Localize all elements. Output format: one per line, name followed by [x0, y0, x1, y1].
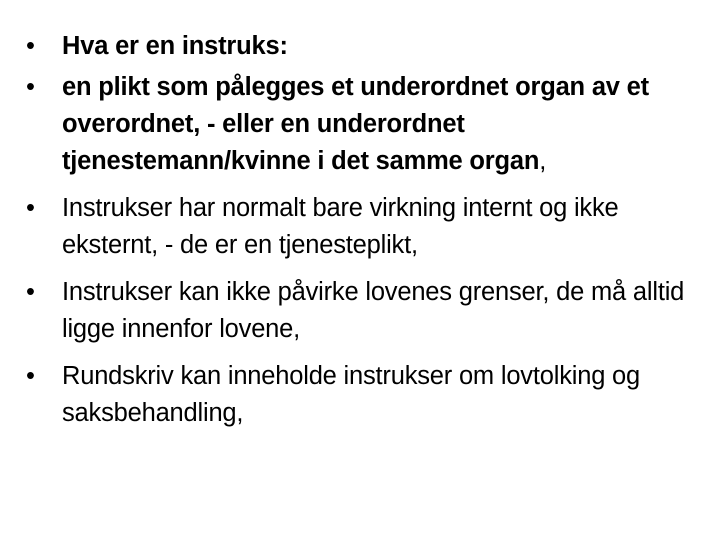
bullet-item-circulars — [26, 358, 696, 432]
bullet-item-internal-effect — [26, 190, 696, 264]
bullet-item-question — [26, 28, 696, 65]
bullet-dot-icon: • — [26, 362, 35, 390]
bullet-text: Instrukser kan ikke påvirke lovenes grenser, de må alltid ligge innenfor lovene, — [62, 278, 685, 343]
bullet-dot-icon: • — [26, 194, 35, 222]
bullet-text-bold: en plikt som pålegges et underordnet organ av et overordnet, - eller en underordnet tjenestemann/kvinne i det samme organ — [62, 73, 649, 175]
bullet-dot-icon: • — [26, 73, 35, 101]
bullet-text: Hva er en instruks: — [62, 32, 288, 60]
bullet-item-definition — [26, 69, 696, 180]
bullet-text-tail: , — [539, 147, 547, 175]
bullet-dot-icon: • — [26, 32, 35, 60]
bullet-text: Instrukser har normalt bare virkning internt og ikke eksternt, - de er en tjenesteplikt, — [62, 194, 619, 259]
bullet-dot-icon: • — [26, 278, 35, 306]
bullet-item-law-limits — [26, 274, 696, 348]
bullet-text: Rundskriv kan inneholde instrukser om lovtolking og saksbehandling, — [62, 362, 641, 427]
bullet-list — [26, 28, 696, 442]
